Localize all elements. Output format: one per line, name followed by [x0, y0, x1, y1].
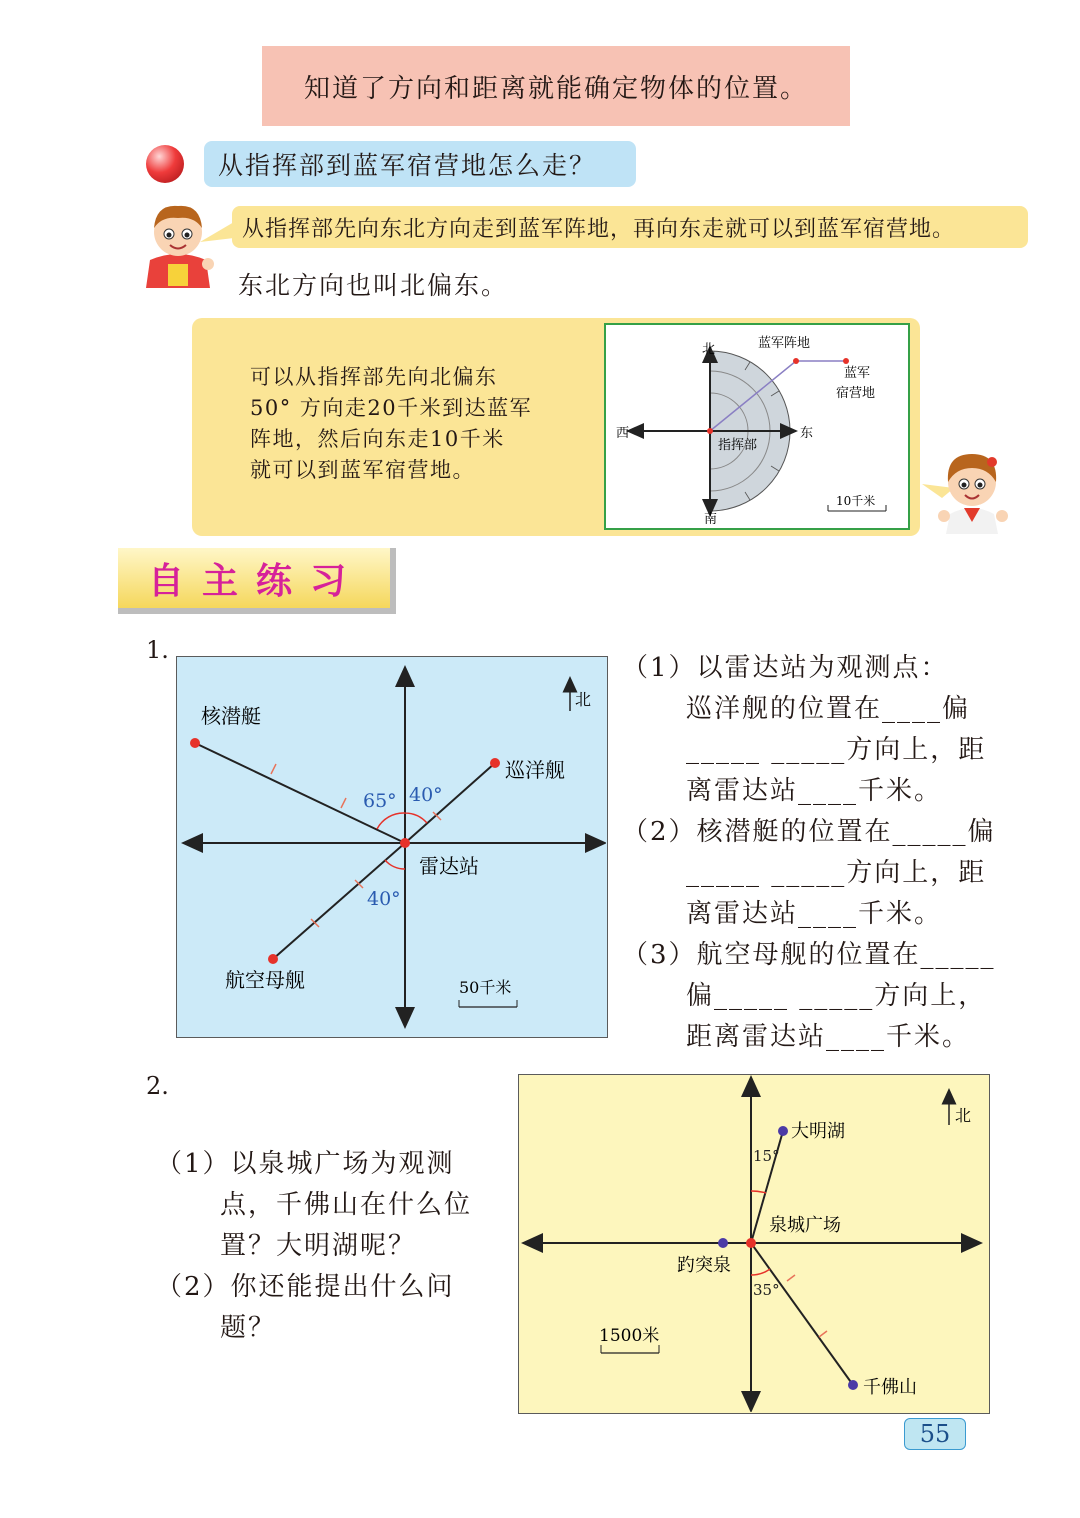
carrier-label: 航空母舰 — [225, 968, 305, 992]
ex2-q1-line: （1）以泉城广场为观测 — [156, 1149, 455, 1179]
section-title-bar — [118, 548, 396, 614]
daminghu-point — [778, 1126, 788, 1136]
ex2-scale: 1500米 — [599, 1326, 660, 1346]
map1-camp-line2: 宿营地 — [836, 386, 876, 401]
baotu-point — [718, 1238, 728, 1248]
angle-65: 65° — [363, 790, 397, 812]
ex1-north-label: 北 — [575, 690, 592, 709]
map1-scale: 10千米 — [836, 494, 876, 508]
baotu-label: 趵突泉 — [677, 1255, 731, 1276]
ex2-q2-line: 题？ — [220, 1313, 277, 1343]
submarine-label: 核潜艇 — [201, 704, 261, 728]
radar-point — [400, 838, 410, 848]
ex2-q1-line: 点，千佛山在什么位 — [220, 1190, 473, 1220]
q3-line: 距离雷达站____千米。 — [686, 1022, 971, 1052]
explanation-line: 可以从指挥部先向北偏东 — [250, 365, 498, 389]
q3-line: （3）航空母舰的位置在_____ — [622, 940, 996, 970]
q2-line: 离雷达站____千米。 — [686, 899, 943, 929]
angle-40-north: 40° — [409, 784, 443, 806]
exercise-1-number: 1. — [146, 636, 169, 664]
page-number: 55 — [904, 1418, 966, 1450]
cruiser-label: 巡洋舰 — [505, 758, 565, 782]
q2-line: （2）核潜艇的位置在_____偏 — [622, 817, 996, 847]
qianfo-point — [848, 1380, 858, 1390]
exercise-2-questions — [156, 1144, 516, 1349]
exercise-1-questions — [622, 648, 1002, 1058]
q1-line: 离雷达站____千米。 — [686, 776, 943, 806]
square-label: 泉城广场 — [769, 1215, 841, 1236]
ex2-q2-line: （2）你还能提出什么问 — [156, 1272, 455, 1302]
map1-camp-line1: 蓝军 — [844, 366, 871, 381]
angle-40-south: 40° — [367, 888, 401, 910]
ex2-north-label: 北 — [955, 1106, 972, 1125]
question-bubble: 从指挥部到蓝军宿营地怎么走？ — [204, 141, 636, 187]
red-ball-icon — [146, 145, 184, 183]
angle-35: 35° — [753, 1281, 780, 1299]
boy-speech-bubble: 从指挥部先向东北方向走到蓝军阵地，再向东走就可以到蓝军宿营地。 — [232, 206, 1028, 248]
hq-point — [707, 428, 713, 434]
q2-line: _____ _____方向上，距 — [686, 858, 987, 888]
map1-west: 西 — [616, 426, 630, 441]
submarine-point — [190, 738, 200, 748]
ex1-scale: 50千米 — [459, 978, 512, 997]
q1-line: 巡洋舰的位置在____偏 — [686, 694, 971, 724]
radar-map — [176, 656, 608, 1038]
exercise-2-number: 2. — [146, 1072, 169, 1100]
angle-15: 15° — [753, 1147, 780, 1165]
cruiser-point — [490, 758, 500, 768]
qianfo-ray — [751, 1243, 853, 1385]
explanation-text — [250, 362, 580, 486]
carrier-point — [268, 954, 278, 964]
map1-position: 蓝军阵地 — [758, 336, 811, 351]
speech-tail — [200, 218, 234, 248]
explanation-line: 阵地，然后向东走10千米 — [250, 427, 505, 451]
map1-south: 南 — [704, 512, 718, 527]
lesson-banner: 知道了方向和距离就能确定物体的位置。 — [262, 46, 850, 126]
section-title: 自主练习 — [148, 560, 365, 602]
position-point — [793, 358, 799, 364]
map1-hq: 指挥部 — [718, 438, 758, 453]
route-map — [604, 323, 910, 530]
daminghu-label: 大明湖 — [791, 1121, 845, 1142]
q3-line: 偏_____ _____方向上， — [686, 981, 987, 1011]
ex2-q1-line: 置？大明湖呢？ — [220, 1231, 417, 1261]
map1-east: 东 — [800, 426, 814, 441]
q1-line: _____ _____方向上，距 — [686, 735, 987, 765]
explanation-line: 50° 方向走20千米到达蓝军 — [250, 396, 533, 420]
radar-label: 雷达站 — [419, 854, 479, 878]
qianfo-label: 千佛山 — [863, 1377, 917, 1398]
jinan-map — [518, 1074, 990, 1414]
camp-point — [843, 358, 849, 364]
square-point — [746, 1238, 756, 1248]
girl-character-icon — [922, 444, 1022, 534]
map1-north: 北 — [702, 342, 716, 357]
q1-line: （1）以雷达站为观测点： — [622, 653, 949, 683]
explanation-line: 就可以到蓝军宿营地。 — [250, 458, 475, 482]
direction-note: 东北方向也叫北偏东。 — [238, 271, 509, 300]
